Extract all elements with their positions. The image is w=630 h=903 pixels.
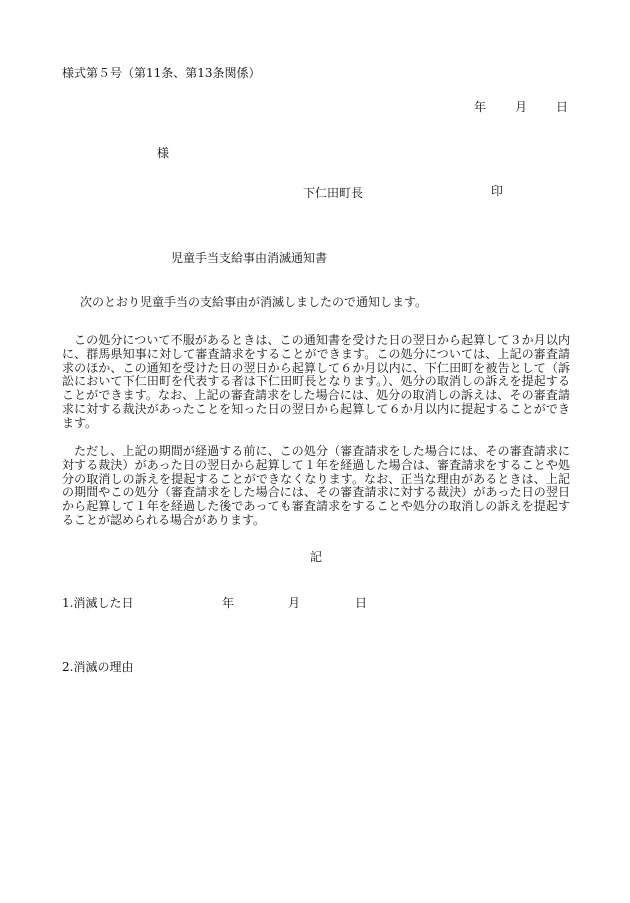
notice-paragraph-1: この処分について不服があるときは、この通知書を受けた日の翌日から起算して３か月以内に、群馬県知事に対して審査請求をすることができます。この処分については、上記の審査請求のほか、この通知を受けた日の翌日から起算して６か月以内に、下仁田町を被告として（訴訟において下仁田町を代表する者は下仁田町長となります。）、処分の取消しの訴えを提起することができます。なお、上記の審査請求をした場合には、処分の取消しの訴えは、その審査請求に対する裁決があったことを知った日の翌日から起算して６か月以内に提起することができます。 bbox=[62, 333, 570, 430]
item-date-year-label: 年 bbox=[222, 596, 235, 610]
date-year-label: 年 bbox=[474, 100, 487, 114]
item-reason-label: 2.消滅の理由 bbox=[62, 660, 134, 674]
form-number: 様式第５号（第11条、第13条関係） bbox=[62, 66, 261, 80]
date-month-label: 月 bbox=[515, 100, 528, 114]
seal-mark: 印 bbox=[491, 184, 504, 198]
issuer-name: 下仁田町長 bbox=[303, 186, 364, 200]
intro-text: 次のとおり児童手当の支給事由が消滅しましたので通知します。 bbox=[80, 295, 428, 309]
item-date-label: 1.消滅した日 bbox=[62, 596, 134, 610]
date-day-label: 日 bbox=[556, 100, 569, 114]
item-date-month-label: 月 bbox=[288, 596, 301, 610]
notice-paragraph-2: ただし、上記の期間が経過する前に、この処分（審査請求をした場合には、その審査請求に対する裁決）があった日の翌日から起算して１年を経過した場合は、審査請求をすることや処分の取消しの訴えを提起することができなくなります。なお、正当な理由があるときは、上記の期間やこの処分（審査請求をした場合には、その審査請求に対する裁決）があった日の翌日から起算して１年を経過した後であっても審査請求をすることや処分の取消しの訴えを提起することが認められる場合があります。 bbox=[62, 444, 570, 527]
ki-heading: 記 bbox=[310, 550, 323, 564]
addressee-suffix: 様 bbox=[157, 146, 170, 160]
document-title: 児童手当支給事由消滅通知書 bbox=[171, 251, 328, 265]
item-date-day-label: 日 bbox=[355, 596, 368, 610]
